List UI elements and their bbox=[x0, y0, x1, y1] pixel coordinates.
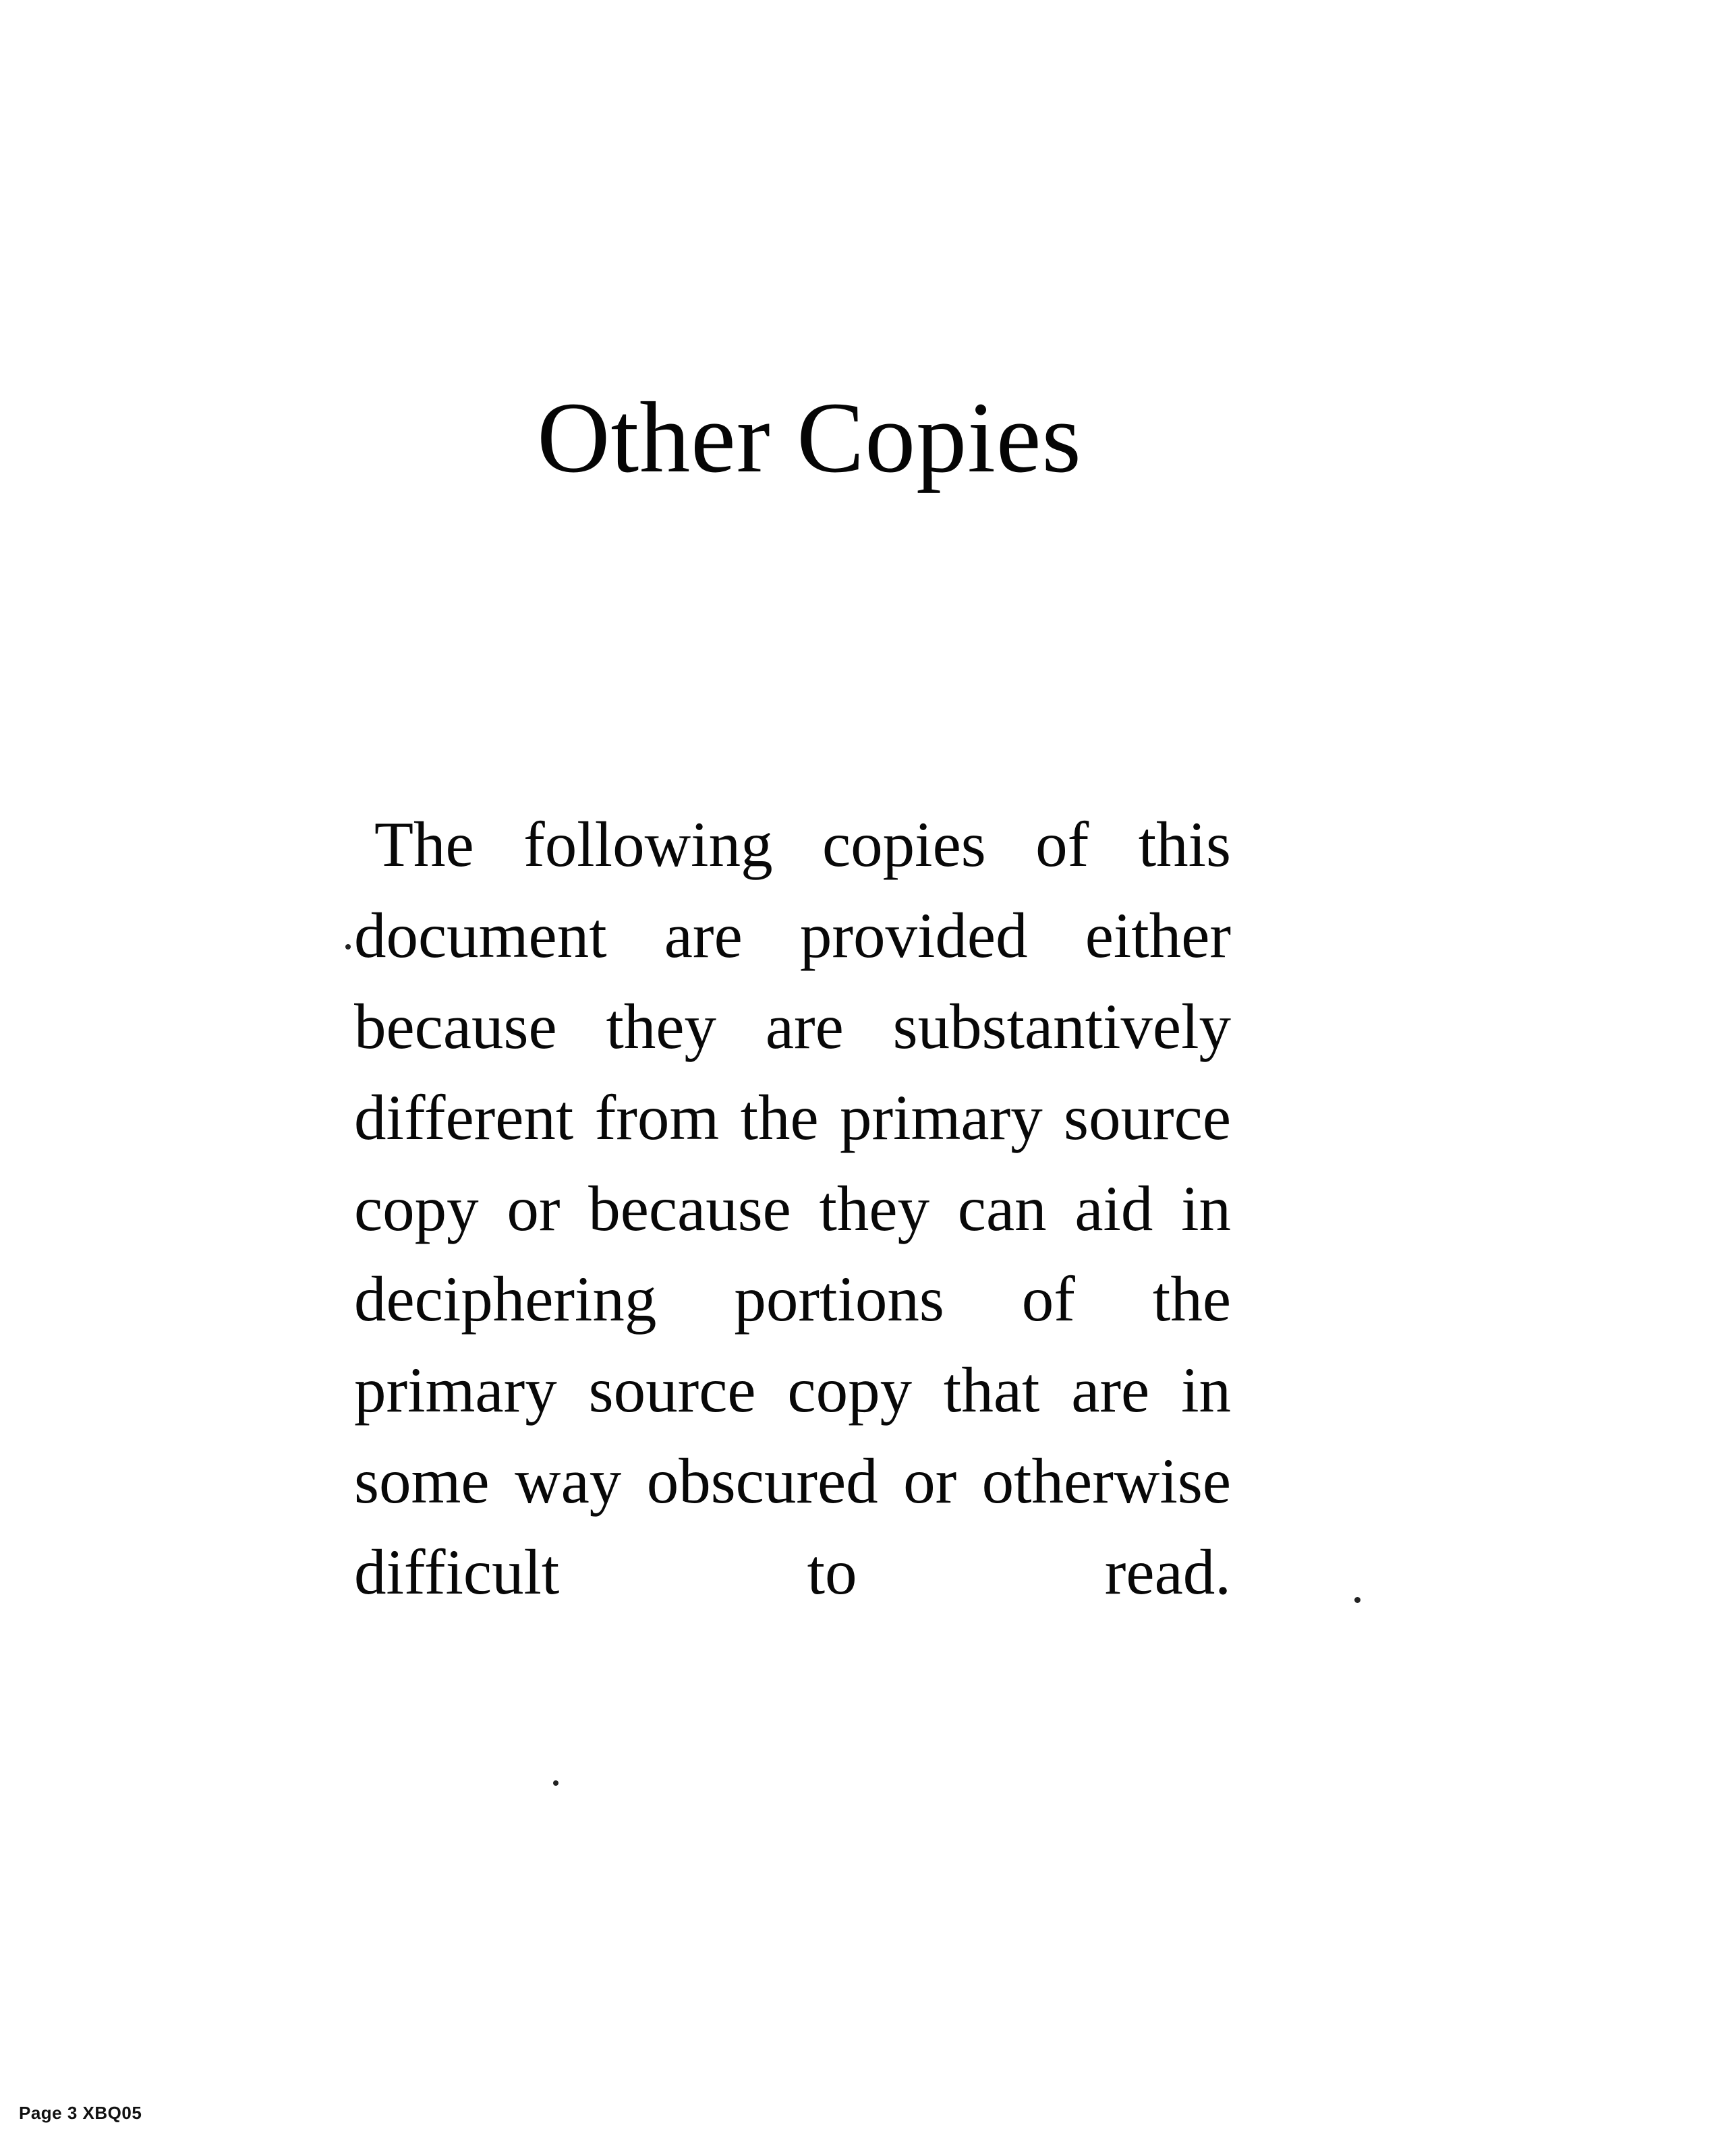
scan-speck-icon bbox=[553, 1780, 558, 1786]
page-footer-label: Page 3 XBQ05 bbox=[19, 2103, 142, 2123]
scan-speck-icon bbox=[1354, 1597, 1360, 1603]
body-paragraph: The following copies of this document are provided either because they are substantively different from the primary source copy or because they can aid in deciphering portions of the primary source copy that are in some way obscured or otherwise difficult to read. bbox=[354, 809, 1231, 1608]
body-text-block bbox=[354, 799, 1231, 1709]
page-title: Other Copies bbox=[537, 381, 1082, 494]
scan-speck-icon bbox=[345, 944, 351, 950]
